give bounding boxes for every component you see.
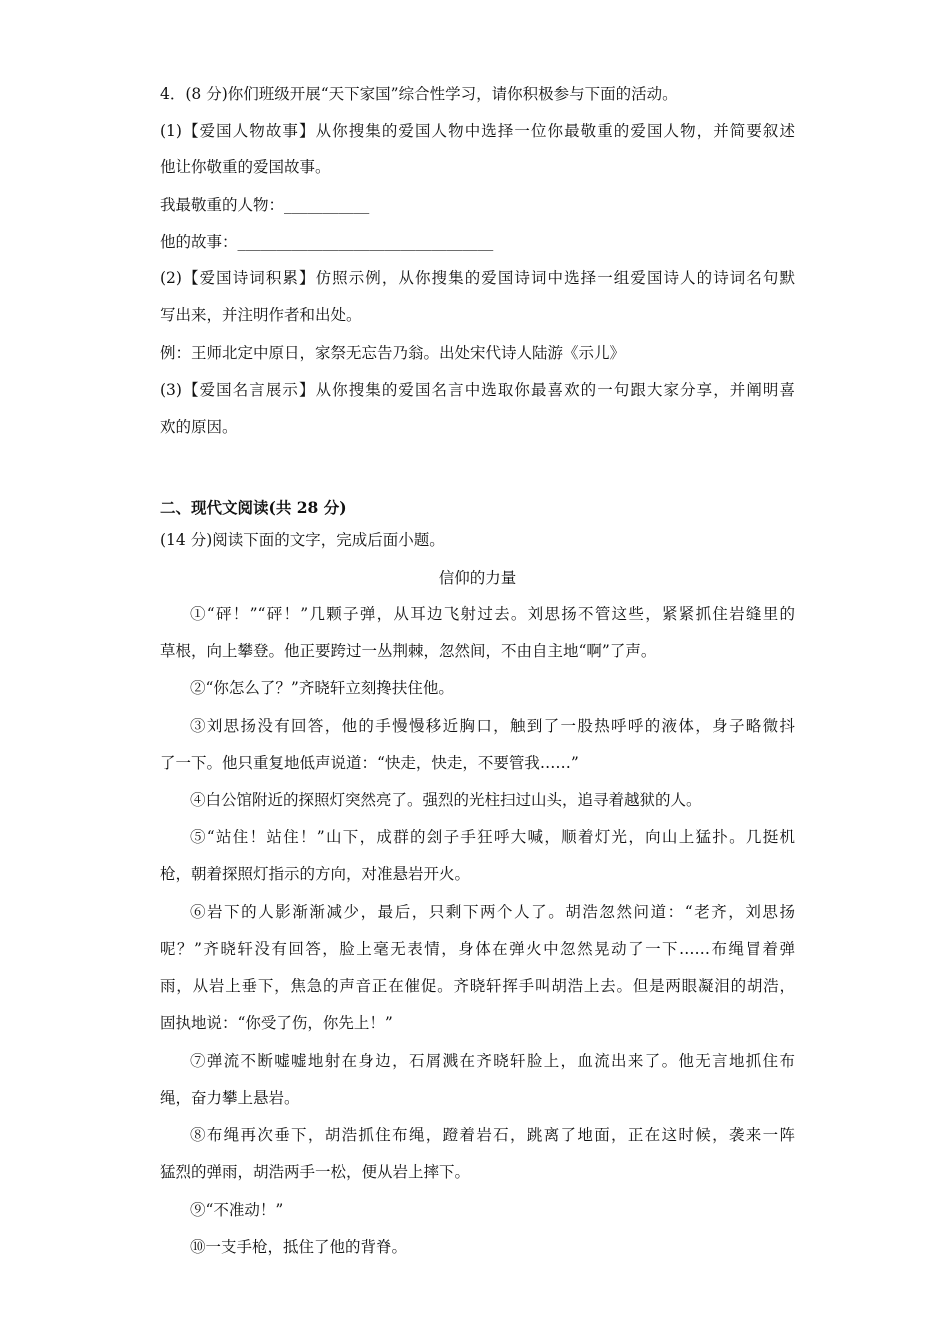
article-paragraph-line: 雨，从岩上垂下，焦急的声音正在催促。齐晓轩挥手叫胡浩上去。但是两眼凝泪的胡浩， bbox=[160, 977, 795, 995]
question-4-part2-text-cont: 写出来，并注明作者和出处。 bbox=[160, 306, 362, 324]
article-paragraph-line: 猛烈的弹雨，胡浩两手一松，便从岩上摔下。 bbox=[160, 1163, 471, 1181]
article-paragraph-line: ④白公馆附近的探照灯突然亮了。强烈的光柱扫过山头，追寻着越狱的人。 bbox=[190, 791, 702, 809]
article-paragraph-line: 草根，向上攀登。他正要跨过一丛荆棘，忽然间，不由自主地“啊”了声。 bbox=[160, 642, 657, 660]
article-paragraph-line: ⑩一支手枪，抵住了他的背脊。 bbox=[190, 1238, 408, 1256]
reading-instruction: (14 分)阅读下面的文字，完成后面小题。 bbox=[160, 531, 445, 549]
question-4-part1-text: (1)【爱国人物故事】从你搜集的爱国人物中选择一位你最敬重的爱国人物，并简要叙述 bbox=[160, 122, 795, 140]
question-4-part3-text: (3)【爱国名言展示】从你搜集的爱国名言中选取你最喜欢的一句跟大家分享，并阐明喜 bbox=[160, 381, 795, 399]
article-paragraph-line: ⑦弹流不断嘘嘘地射在身边，石屑溅在齐晓轩脸上，血流出来了。他无言地抓住布 bbox=[190, 1052, 795, 1070]
article-paragraph-line: 呢？”齐晓轩没有回答，脸上毫无表情，身体在弹火中忽然晃动了一下……布绳冒着弹 bbox=[160, 940, 795, 958]
article-paragraph-line: ①“砰！”“砰！”几颗子弹，从耳边飞射过去。刘思扬不管这些，紧紧抓住岩缝里的 bbox=[190, 605, 795, 623]
article-paragraph-line: ⑤“站住！站住！”山下，成群的刽子手狂呼大喊，顺着灯光，向山上猛扑。几挺机 bbox=[190, 828, 795, 846]
question-4-part1-text-cont: 他让你敬重的爱国故事。 bbox=[160, 158, 331, 176]
article-paragraph-line: ②“你怎么了？”齐晓轩立刻搀扶住他。 bbox=[190, 679, 454, 697]
section-heading: 二、现代文阅读(共 28 分) bbox=[160, 498, 347, 517]
article-paragraph-line: 绳，奋力攀上悬岩。 bbox=[160, 1089, 300, 1107]
person-answer-blank: 我最敬重的人物：___________ bbox=[160, 196, 370, 214]
article-paragraph-line: ⑧布绳再次垂下，胡浩抓住布绳，蹬着岩石，跳离了地面，正在这时候，袭来一阵 bbox=[190, 1126, 795, 1144]
article-paragraph-line: 固执地说：“你受了伤，你先上！” bbox=[160, 1014, 393, 1032]
poem-example: 例：王师北定中原日，家祭无忘告乃翁。出处宋代诗人陆游《示儿》 bbox=[160, 344, 626, 362]
question-4-part2-text: (2)【爱国诗词积累】仿照示例，从你搜集的爱国诗词中选择一组爱国诗人的诗词名句默 bbox=[160, 269, 795, 287]
article-paragraph-line: 了一下。他只重复地低声说道：“快走，快走，不要管我……” bbox=[160, 754, 579, 772]
question-4-part3-text-cont: 欢的原因。 bbox=[160, 418, 238, 436]
article-title: 信仰的力量 bbox=[438, 569, 517, 587]
question-4-title: 4．(8 分)你们班级开展“天下家国”综合性学习，请你积极参与下面的活动。 bbox=[160, 85, 678, 103]
article-paragraph-line: 枪，朝着探照灯指示的方向，对准悬岩开火。 bbox=[160, 865, 471, 883]
article-paragraph-line: ⑨“不准动！” bbox=[190, 1201, 284, 1219]
story-answer-blank: 他的故事：_________________________________ bbox=[160, 233, 494, 251]
article-paragraph-line: ③刘思扬没有回答，他的手慢慢移近胸口，触到了一股热呼呼的液体，身子略微抖 bbox=[190, 717, 795, 735]
article-paragraph-line: ⑥岩下的人影渐渐减少，最后，只剩下两个人了。胡浩忽然问道：“老齐，刘思扬 bbox=[190, 903, 795, 921]
